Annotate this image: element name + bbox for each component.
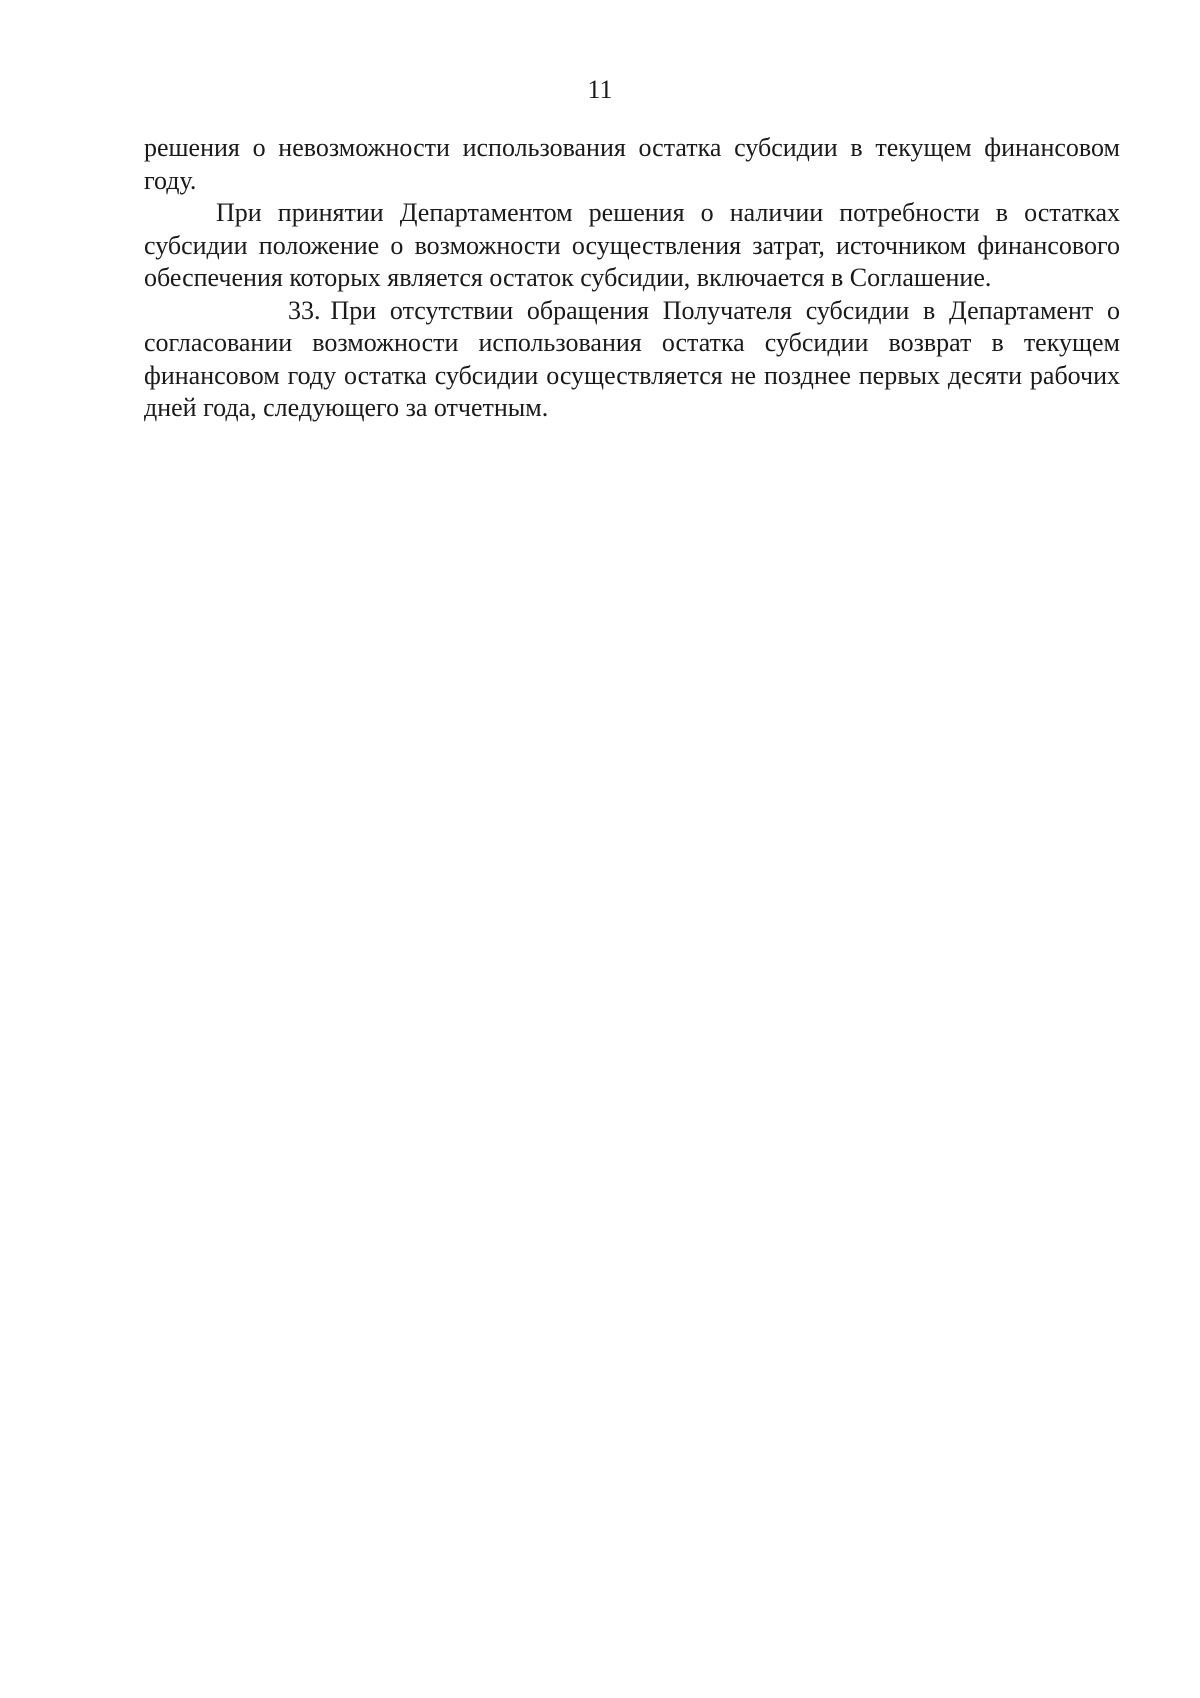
page-number: 11 bbox=[587, 75, 613, 104]
paragraph-continuation: решения о невозможности использования остатка субсидии в текущем финансовом году. bbox=[144, 133, 1120, 195]
clause-number: 33. bbox=[288, 295, 321, 325]
paragraph-33 bbox=[144, 295, 1120, 425]
paragraph-department-decision: При принятии Департаментом решения о наличии потребности в остатках субсидии положение о возможности осуществления затрат, источником финансового обеспечения которых является остаток субсидии, включается в Соглашение. bbox=[144, 198, 1120, 292]
clause-33-text: При отсутствии обращения Получателя субсидии в Департамент о согласовании возможности использования остатка субсидии возврат в текущем финансовом году остатка субсидии осуществляется не позднее первых десяти рабочих дней года, следующего за отчетным. bbox=[144, 295, 1120, 422]
document-body bbox=[144, 132, 1120, 425]
